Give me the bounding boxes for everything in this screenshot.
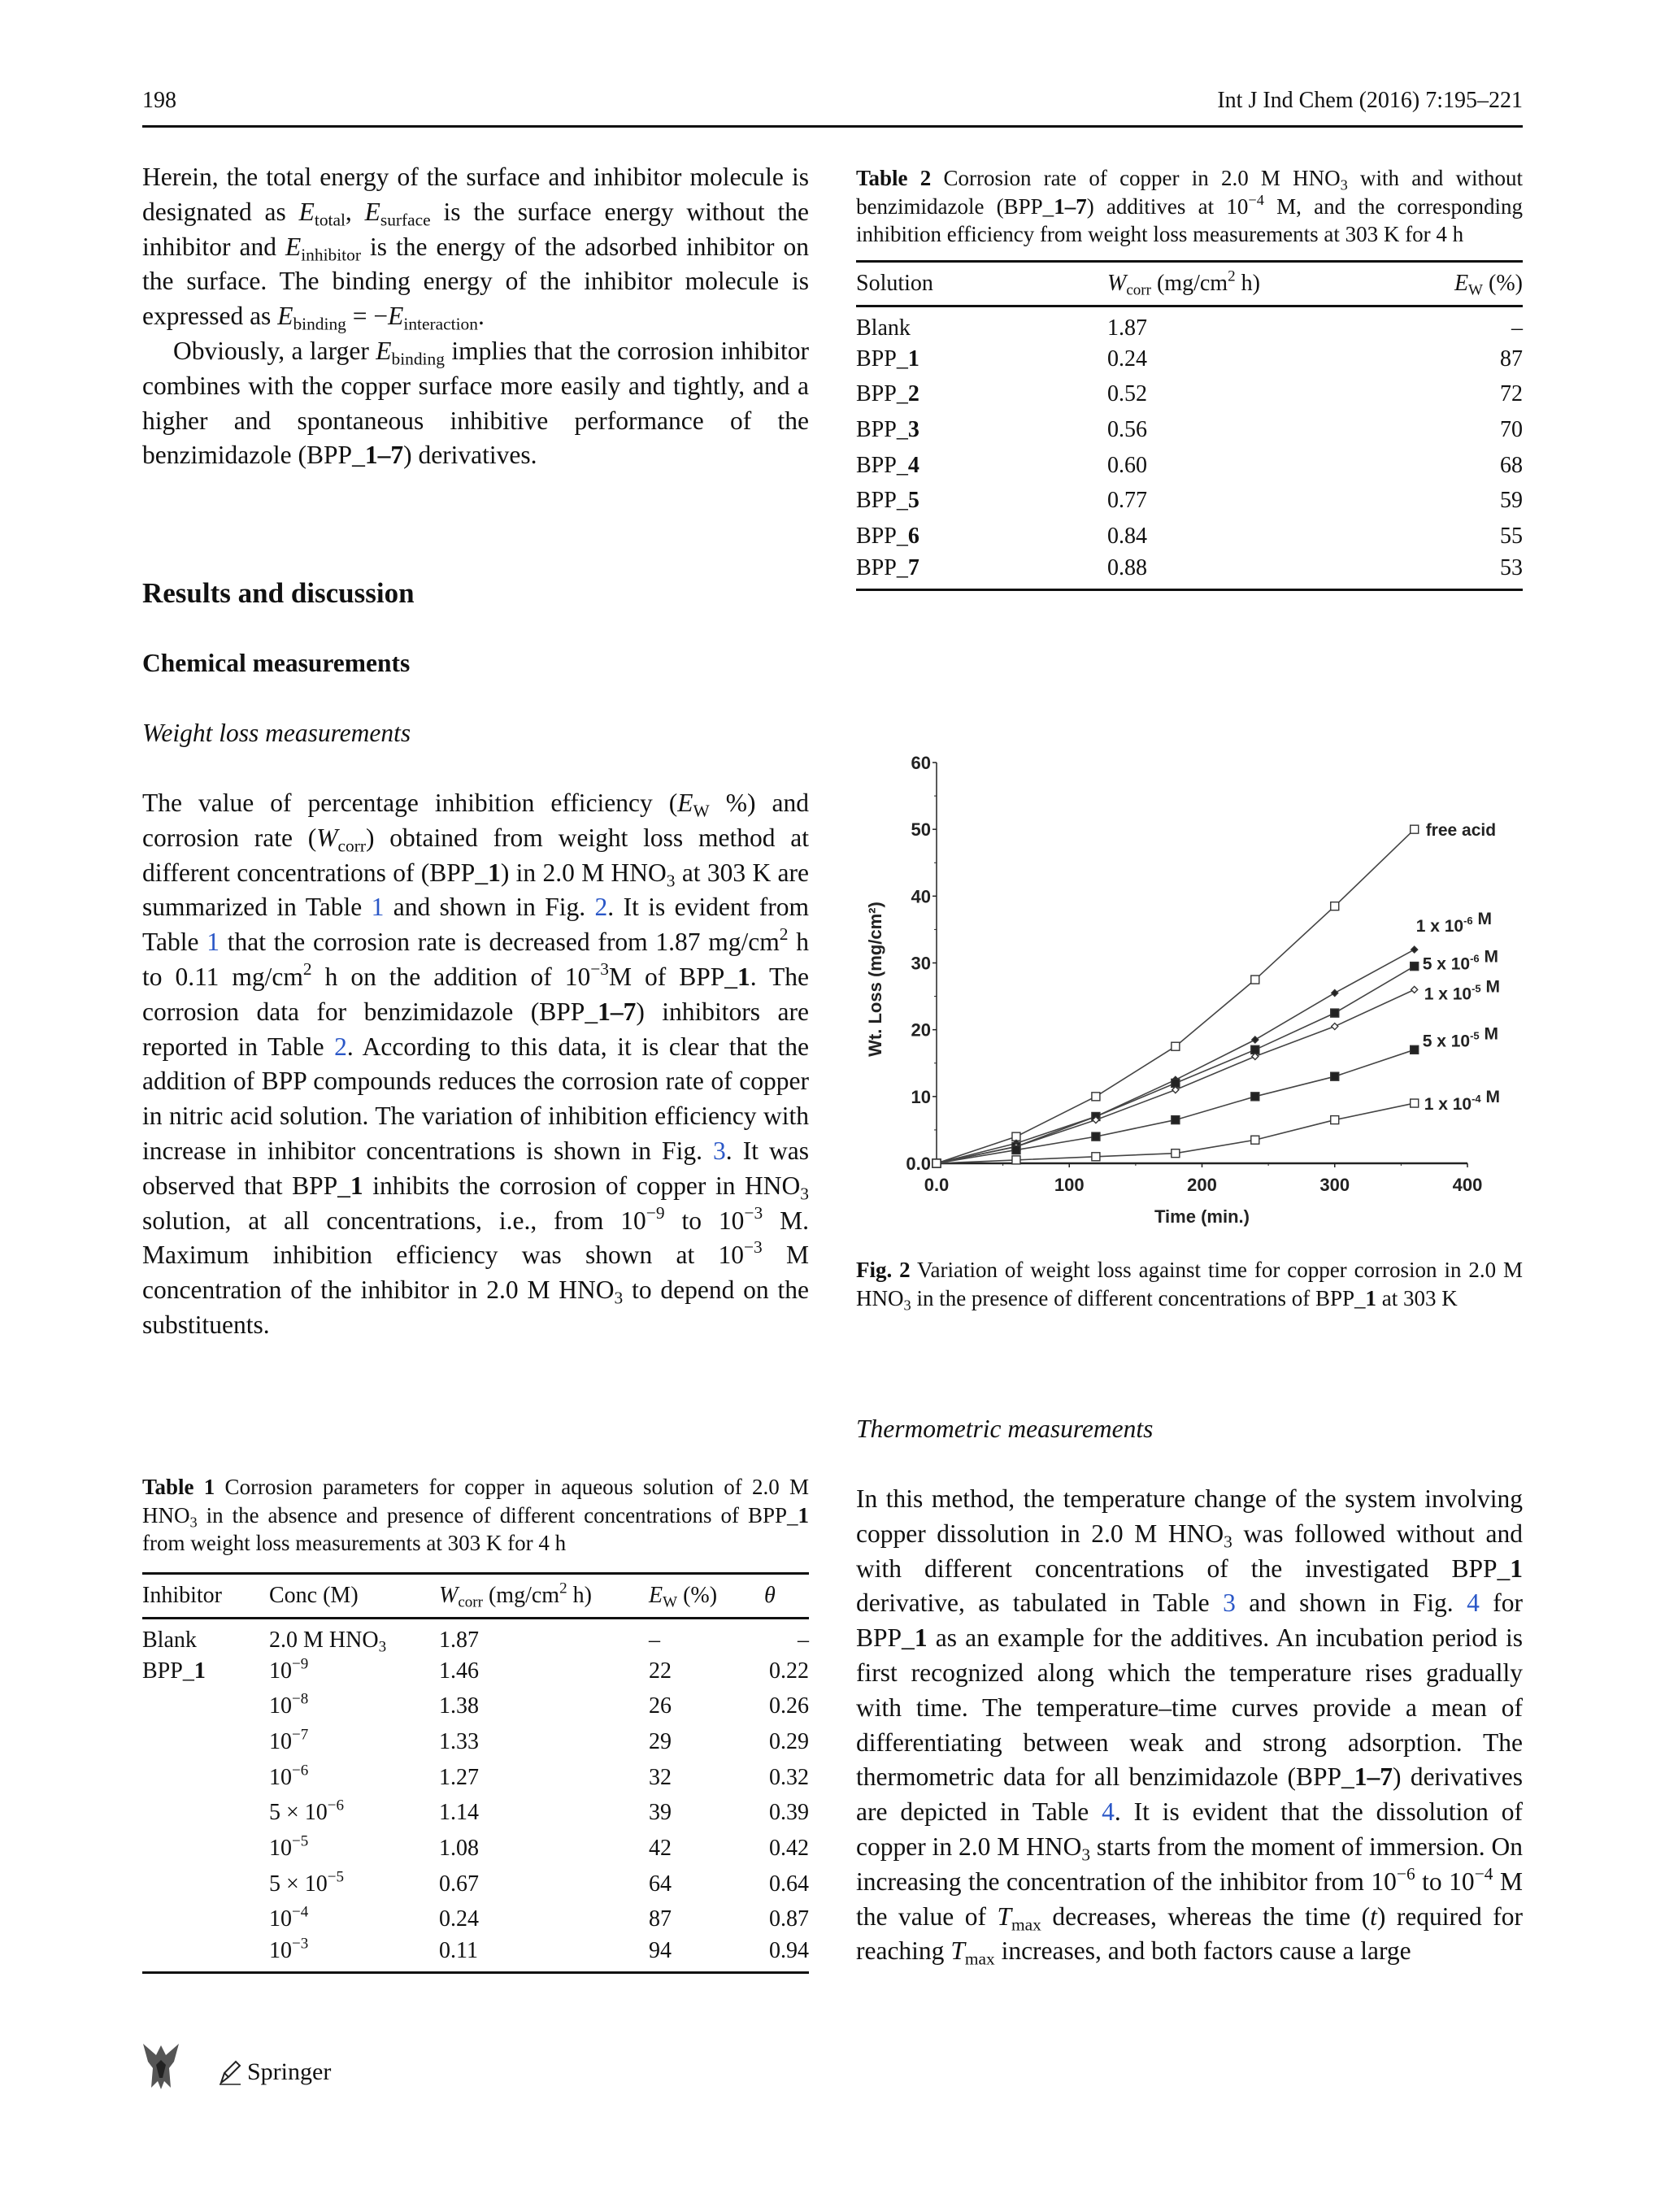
data-point — [1092, 1093, 1100, 1101]
table2-cell: 0.56 — [1107, 416, 1147, 442]
data-point — [1092, 1132, 1100, 1141]
formatted-text: 3 — [1340, 176, 1348, 193]
table1-cell: 94 — [649, 1938, 672, 1964]
data-point — [1332, 989, 1338, 996]
formatted-text: interaction — [403, 314, 478, 334]
data-point — [1411, 1045, 1419, 1054]
formatted-text: −4 — [292, 1903, 309, 1921]
table2-cell: BPP_4 — [856, 452, 919, 478]
table2-cell: 70 — [1500, 416, 1523, 442]
formatted-text: −3 — [744, 1202, 763, 1223]
formatted-text: E — [364, 197, 380, 226]
table2-cell: BPP_6 — [856, 523, 919, 549]
formatted-text: binding — [293, 314, 346, 334]
formatted-text: 1–7 — [1054, 193, 1087, 219]
table1-cell: $10^{-7}$ — [269, 1726, 309, 1754]
formatted-text: T — [950, 1936, 965, 1966]
table2-caption-label: Table 2 — [856, 166, 932, 190]
table1-cell — [142, 1688, 269, 1724]
table1-cell: $10^{-6}$ — [269, 1762, 309, 1790]
table1-cell: 1.08 — [439, 1835, 479, 1861]
series-label-part: -6 — [1470, 952, 1480, 965]
formatted-text: E — [649, 1582, 663, 1608]
springer-pen-icon — [218, 2058, 242, 2086]
subsubsection-heading: Weight loss measurements — [142, 719, 411, 747]
paragraph-binding-energy: Obviously, a larger $E_{binding}$ implies that the corrosion inhibitor combines with the copper surface more easily and tightly, and a higher and spontaneous inhibitive performance of the benzimidazole (BPP_1–7) derivatives. — [142, 336, 809, 470]
formatted-text: 1 — [914, 1623, 928, 1653]
formatted-text: 7 — [907, 554, 919, 580]
table1-cell — [142, 1831, 269, 1867]
table1-cell — [142, 1795, 269, 1831]
formatted-text: 1 — [193, 1658, 206, 1684]
table1-cell: 0.87 — [769, 1906, 809, 1932]
table1-cell: 1.46 — [439, 1658, 479, 1684]
data-point — [1411, 1099, 1419, 1107]
table1-row — [142, 1867, 809, 1902]
table1-cell: 42 — [649, 1835, 672, 1861]
y-tick-label: 50 — [911, 819, 931, 841]
header-rule — [142, 125, 1523, 128]
data-point — [1251, 1136, 1259, 1144]
y-tick-label: 30 — [911, 953, 931, 974]
data-point — [932, 1159, 941, 1167]
formatted-text: 3 — [907, 416, 919, 442]
table1-column-header: $W_{corr}$ ($mg/cm^2$ h) — [439, 1580, 592, 1611]
formatted-text: 3 — [800, 1184, 809, 1204]
formatted-text: 1 — [798, 1502, 809, 1528]
formatted-text: −6 — [1396, 1863, 1415, 1884]
table1-cell: 0.11 — [439, 1938, 478, 1964]
table2-row — [856, 306, 1523, 341]
formatted-text: −7 — [292, 1726, 309, 1744]
table1-cell: $10^{-3}$ — [269, 1935, 309, 1964]
table1-caption-text: Corrosion parameters for copper in aqueous solution of 2.0 M $HNO_3$ in the absence and presence of different concentrations of BPP_1 from weight loss measurements at 303 K for 4 h — [142, 1475, 809, 1555]
thermometric-heading: Thermometric measurements — [856, 1415, 1154, 1443]
paragraph-thermometric: In this method, the temperature change of the system involving copper dissolution in 2.0 M $HNO_3$ was followed without and with different concentrations of the investigated BPP_1 derivative, as tabulated in Table 3 and shown in Fig. 4 for BPP_1 as an example for the additives. An incubation period is first recognized along which the temperature rises gradually with time. The temperature–time curves provide a mean of differentiating between weak and strong adsorption. The thermometric data for all benzimidazole (BPP_1–7) derivatives are depicted in Table 4. It is evident that the dissolution of copper in 2.0 M $HNO_3$ starts from the moment of immersion. On increasing the concentration of the inhibitor from $10^{-6}$ to $10^{-4}$ M the value of $T_{max}$ decreases, whereas the time (t) required for reaching $T_{max}$ increases, and both factors cause a large — [856, 1484, 1524, 1969]
table2-row — [856, 376, 1523, 412]
table1-row — [142, 1937, 809, 1973]
figure2-caption-block — [856, 1256, 1523, 1312]
reference-link[interactable]: 1 — [371, 893, 385, 922]
formatted-text: E — [376, 336, 392, 365]
series-line — [937, 1050, 1415, 1163]
table1-cell: 39 — [649, 1800, 672, 1826]
series-line — [937, 967, 1415, 1163]
formatted-text: 4 — [907, 452, 919, 478]
table2-caption — [856, 164, 1523, 249]
x-tick-label: 400 — [1452, 1175, 1483, 1195]
data-point — [1332, 1023, 1338, 1030]
formatted-text: −3 — [590, 959, 609, 980]
reference-link[interactable]: 1 — [206, 928, 220, 957]
formatted-text: −4 — [1248, 191, 1264, 208]
formatted-text: 2 — [559, 1580, 567, 1597]
figure2-caption — [856, 1256, 1523, 1312]
weight-loss-text — [142, 786, 809, 1343]
data-point — [1172, 1149, 1180, 1158]
formatted-text: W — [663, 1593, 678, 1611]
reference-link[interactable]: 4 — [1467, 1588, 1480, 1618]
formatted-text: θ — [764, 1582, 776, 1608]
x-tick-label: 300 — [1319, 1175, 1350, 1195]
table1-cell: 0.29 — [769, 1728, 809, 1754]
formatted-text: E — [285, 232, 302, 261]
table1-column-header: Inhibitor — [142, 1582, 222, 1608]
table2-cell: BPP_2 — [856, 381, 919, 407]
formatted-text: corr — [1126, 281, 1151, 299]
table1-cell: 1.27 — [439, 1764, 479, 1790]
formatted-text: −8 — [292, 1690, 309, 1708]
formatted-text: 1 — [350, 1171, 363, 1200]
formatted-text: −5 — [292, 1832, 309, 1850]
table1-column-header: $E_W$ (%) — [649, 1582, 718, 1611]
formatted-text: −6 — [292, 1762, 309, 1780]
series-line — [937, 829, 1415, 1163]
table2-row — [856, 483, 1523, 519]
table1-cell: 0.64 — [769, 1871, 809, 1897]
table1-body — [142, 1618, 809, 1973]
formatted-text: 1–7 — [1354, 1762, 1393, 1792]
formatted-text: W — [316, 823, 338, 852]
series-label-part: M — [1479, 1024, 1498, 1044]
y-tick-label: 20 — [911, 1019, 931, 1041]
table1-column-header — [764, 1573, 809, 1618]
table1-cell: 1.38 — [439, 1693, 479, 1719]
section-heading: Results and discussion — [142, 577, 415, 609]
data-point — [1331, 1116, 1339, 1124]
table2-block — [856, 164, 1523, 591]
table2-caption-text: Corrosion rate of copper in 2.0 M $HNO_3$ with and without benzimidazole (BPP_1–7) additives at $10^{-4}$ M, and the corresponding inhibition efficiency from weight loss measurements at 303 K for 4 h — [856, 166, 1523, 246]
formatted-text: E — [277, 302, 293, 331]
formatted-text: −3 — [292, 1935, 309, 1953]
data-point — [1251, 976, 1259, 984]
y-tick-label: 0.0 — [906, 1154, 931, 1174]
formatted-text: 5 — [907, 488, 919, 514]
formatted-text: 3 — [378, 1638, 387, 1656]
table1-row — [142, 1795, 809, 1831]
series-label-part: 1 x 10 — [1424, 1095, 1472, 1115]
series-label — [1426, 821, 1496, 840]
series-label-part: -5 — [1470, 1029, 1480, 1042]
table1-row — [142, 1654, 809, 1689]
data-point — [1092, 1153, 1100, 1161]
table1-cell: $10^{-4}$ — [269, 1903, 309, 1932]
formatted-text: corr — [458, 1593, 483, 1611]
formatted-text: E — [388, 302, 404, 331]
table1-cell: 0.32 — [769, 1764, 809, 1790]
formatted-text: corr — [337, 836, 366, 856]
table1-cell: 0.39 — [769, 1800, 809, 1826]
data-point — [1251, 1093, 1259, 1101]
data-point — [1172, 1042, 1180, 1050]
table1-cell — [142, 1937, 269, 1973]
formatted-text: 3 — [189, 1514, 198, 1530]
table2 — [856, 260, 1523, 592]
table2-row — [856, 554, 1523, 590]
table2-cell: 59 — [1500, 488, 1523, 514]
table2-header-row — [856, 261, 1523, 306]
table1-row — [142, 1618, 809, 1654]
table1-cell: 0.22 — [769, 1658, 809, 1684]
table1-column-header: Conc (M) — [269, 1582, 359, 1608]
data-point — [1012, 1146, 1020, 1154]
formatted-text: −3 — [743, 1237, 763, 1258]
y-tick-label: 10 — [911, 1086, 931, 1107]
table1-header-row — [142, 1573, 809, 1618]
formatted-text: W — [693, 801, 710, 821]
formatted-text: −4 — [1474, 1863, 1493, 1884]
table2-cell: 0.77 — [1107, 488, 1147, 514]
table1-cell: $10^{-5}$ — [269, 1832, 309, 1861]
formatted-text: W — [439, 1582, 459, 1608]
table1-cell — [142, 1724, 269, 1760]
formatted-text: W — [1107, 270, 1127, 296]
table1-cell: 29 — [649, 1728, 672, 1754]
table1-cell: 1.87 — [439, 1627, 479, 1653]
table1-cell: – — [649, 1627, 660, 1653]
y-tick-label: 40 — [911, 886, 931, 907]
formatted-text: 1 — [907, 345, 919, 372]
table2-cell: 87 — [1500, 345, 1523, 372]
table2-body — [856, 306, 1523, 590]
reference-link[interactable]: 2 — [334, 1032, 347, 1061]
table1-cell: 22 — [649, 1658, 672, 1684]
table1-caption-label: Table 1 — [142, 1475, 215, 1499]
series-label — [1423, 948, 1498, 974]
table1-cell — [142, 1902, 269, 1938]
series-label — [1424, 977, 1500, 1003]
series-label — [1416, 910, 1492, 936]
x-tick-label: 200 — [1187, 1175, 1217, 1195]
table2-cell: 53 — [1500, 554, 1523, 580]
table2-cell: 1.87 — [1107, 315, 1147, 341]
table1-row — [142, 1902, 809, 1938]
formatted-text: max — [1011, 1914, 1041, 1934]
series-label — [1423, 1024, 1498, 1050]
table1-row — [142, 1760, 809, 1796]
table1-cell: $10^{-8}$ — [269, 1690, 309, 1719]
table1-row — [142, 1688, 809, 1724]
table2-row — [856, 412, 1523, 448]
table1-cell: 87 — [649, 1906, 672, 1932]
formatted-text: 3 — [903, 1297, 911, 1313]
left-column — [142, 160, 809, 473]
formatted-text: 2 — [1228, 267, 1236, 285]
series-label-part: M — [1479, 947, 1498, 967]
table2-cell: BPP_5 — [856, 488, 919, 514]
formatted-text: E — [1454, 270, 1469, 296]
journal-citation: Int J Ind Chem (2016) 7:195–221 — [1217, 88, 1523, 113]
table2-cell: – — [1511, 315, 1523, 341]
x-tick-label: 100 — [1054, 1175, 1085, 1195]
series-label-part: -5 — [1472, 982, 1481, 995]
paragraph-energy-definition: Herein, the total energy of the surface and inhibitor molecule is designated as $E_{total}$, $E_{surface}$ is the surface energy without the inhibitor and $E_{inhibitor}$ is the energy of the adsorbed inhibitor on the surface. The binding energy of the inhibitor molecule is expressed as $E_{binding} = -E_{interaction}$. — [142, 163, 810, 334]
series-label-part: -6 — [1463, 915, 1473, 928]
x-axis-label: Time (min.) — [1154, 1206, 1250, 1227]
formatted-text: binding — [391, 349, 445, 369]
table2-cell: BPP_7 — [856, 554, 919, 580]
table1-row — [142, 1724, 809, 1760]
formatted-text: 3 — [1081, 1845, 1091, 1865]
data-point — [1411, 963, 1419, 971]
formatted-text: T — [997, 1901, 1011, 1931]
subsection-heading: Chemical measurements — [142, 649, 411, 677]
series-label-part: 1 x 10 — [1424, 984, 1472, 1004]
formatted-text: total — [314, 210, 346, 230]
table1-cell: – — [798, 1627, 809, 1653]
formatted-text: t — [1370, 1901, 1377, 1931]
table1-caption — [142, 1473, 809, 1558]
table2-row — [856, 519, 1523, 554]
table2-cell: 0.60 — [1107, 452, 1147, 478]
figure2-chart — [854, 748, 1528, 1236]
table1-cell: 32 — [649, 1764, 672, 1790]
data-point — [1012, 1156, 1020, 1164]
formatted-text: 1–7 — [364, 441, 404, 470]
table1-cell: 0.26 — [769, 1693, 809, 1719]
series-label-part: free acid — [1425, 821, 1497, 841]
series-label-part: M — [1480, 1088, 1500, 1107]
formatted-text: 3 — [666, 871, 676, 891]
table2-row — [856, 341, 1523, 377]
formatted-text: max — [964, 1949, 995, 1969]
table1-cell: 1.14 — [439, 1800, 479, 1826]
table1-cell: BPP_1 — [142, 1658, 206, 1684]
reference-link[interactable]: 3 — [1223, 1588, 1236, 1618]
series-label — [1424, 1088, 1500, 1114]
table2-cell: 55 — [1500, 523, 1523, 549]
data-point — [1331, 902, 1339, 910]
formatted-text: 1 — [737, 962, 750, 991]
table2-cell: BPP_1 — [856, 345, 919, 372]
table1-cell: 0.67 — [439, 1871, 479, 1897]
data-point — [1411, 986, 1418, 993]
table2-cell: 0.24 — [1107, 345, 1147, 372]
figure2-caption-text: Variation of weight loss against time for copper corrosion in 2.0 M $HNO_3$ in the presence of different concentrations of BPP_1 at 303 K — [856, 1258, 1523, 1313]
y-axis-label: Wt. Loss (mg/cm²) — [865, 902, 885, 1057]
table2-row — [856, 448, 1523, 484]
data-point — [1411, 825, 1419, 833]
springer-horse-logo-icon — [140, 2040, 182, 2092]
table1-cell — [142, 1867, 269, 1902]
formatted-text: −9 — [646, 1202, 665, 1223]
formatted-text: 3 — [1224, 1532, 1232, 1552]
table1-cell: Blank — [142, 1627, 197, 1653]
formatted-text: −6 — [327, 1797, 345, 1814]
formatted-text: −5 — [327, 1868, 345, 1886]
data-point — [1411, 946, 1418, 953]
table2-cell: 68 — [1500, 452, 1523, 478]
data-point — [1252, 1036, 1259, 1043]
springer-wordmark: Springer — [247, 2058, 332, 2085]
formatted-text: 6 — [907, 523, 919, 549]
series-label-part: M — [1480, 977, 1500, 997]
table1-cell: 64 — [649, 1871, 672, 1897]
table2-column-header: $E_W$ (%) — [1454, 270, 1523, 299]
table2-cell: Blank — [856, 315, 911, 341]
data-point — [1331, 1072, 1339, 1080]
reference-link[interactable]: 4 — [1102, 1797, 1115, 1827]
formatted-text: inhibitor — [301, 245, 361, 265]
table1-block — [142, 1473, 809, 1974]
table1-cell: 2.0 M $HNO_3$ — [269, 1627, 387, 1656]
series-label-part: -4 — [1472, 1093, 1481, 1106]
series-label-part: 5 x 10 — [1422, 1032, 1471, 1051]
formatted-text: 1 — [1510, 1554, 1523, 1583]
formatted-text: E — [677, 789, 693, 817]
table2-cell: BPP_3 — [856, 416, 919, 442]
table1-cell: $10^{-9}$ — [269, 1655, 309, 1684]
table2-cell: 72 — [1500, 381, 1523, 407]
table2-cell: 0.88 — [1107, 554, 1147, 580]
table1-cell: $5 \times 10^{-6}$ — [269, 1797, 345, 1826]
table2-column-header: Solution — [856, 270, 933, 296]
formatted-text: 1 — [1365, 1285, 1377, 1310]
table2-column-header: $W_{corr}$ ($mg/cm^2$ h) — [1107, 267, 1260, 299]
formatted-text: 2 — [907, 381, 919, 407]
table1-cell: $5 \times 10^{-5}$ — [269, 1868, 345, 1897]
data-point — [1172, 1116, 1180, 1124]
formatted-text: 1–7 — [598, 997, 637, 1026]
table1-cell: 0.42 — [769, 1835, 809, 1861]
series-label-part: M — [1472, 910, 1492, 929]
thermometric-text — [856, 1482, 1523, 1969]
y-tick-label: 60 — [911, 753, 931, 773]
table1 — [142, 1572, 809, 1975]
table1-cell: 26 — [649, 1693, 672, 1719]
formatted-text: 2 — [302, 959, 312, 980]
series-label-part: 1 x 10 — [1415, 917, 1464, 937]
table1-cell: 1.33 — [439, 1728, 479, 1754]
formatted-text: 1 — [488, 858, 501, 887]
formatted-text: 3 — [614, 1288, 624, 1308]
reference-link[interactable]: 2 — [594, 893, 608, 922]
table1-cell: 0.94 — [769, 1938, 809, 1964]
reference-link[interactable]: 3 — [713, 1136, 726, 1165]
formatted-text: E — [298, 197, 315, 226]
formatted-text: 2 — [779, 924, 789, 945]
table1-row — [142, 1831, 809, 1867]
formatted-text: surface — [380, 210, 431, 230]
x-tick-label: 0.0 — [924, 1175, 950, 1195]
table1-cell — [142, 1760, 269, 1796]
table2-cell: 0.84 — [1107, 523, 1147, 549]
series-label-part: 5 x 10 — [1422, 954, 1471, 974]
table1-cell: 0.24 — [439, 1906, 479, 1932]
series-line — [937, 950, 1415, 1163]
paragraph-weight-loss: The value of percentage inhibition efficiency ($E_W$ %) and corrosion rate $(W_{corr})$ obtained from weight loss method at different concentrations of (BPP_1) in 2.0 M $HNO_3$ at 303 K are summarized in Table 1 and shown in Fig. 2. It is evident from Table 1 that the corrosion rate is decreased from 1.87 $mg/cm^2$ h to 0.11 $mg/cm^2$ h on the addition of $10^{-3}M$ of BPP_1. The corrosion data for benzimidazole (BPP_1–7) inhibitors are reported in Table 2. According to this data, it is clear that the addition of BPP compounds reduces the corrosion rate of copper in nitric acid solution. The variation of inhibition efficiency with increase in inhibitor concentrations is shown in Fig. 3. It was observed that BPP_1 inhibits the corrosion of copper in $HNO_3$ solution, at all concentrations, i.e., from $10^{-9}$ to $10^{-3}$ M. Maximum inhibition efficiency was shown at $10^{-3}$ M concentration of the inhibitor in 2.0 M $HNO_3$ to depend on the substituents. — [142, 789, 810, 1339]
formatted-text: −9 — [292, 1655, 309, 1673]
figure2-caption-label: Fig. 2 — [856, 1258, 911, 1282]
data-point — [1331, 1009, 1339, 1017]
table2-cell: 0.52 — [1107, 381, 1147, 407]
formatted-text: W — [1468, 281, 1484, 299]
page-number: 198 — [142, 88, 176, 113]
